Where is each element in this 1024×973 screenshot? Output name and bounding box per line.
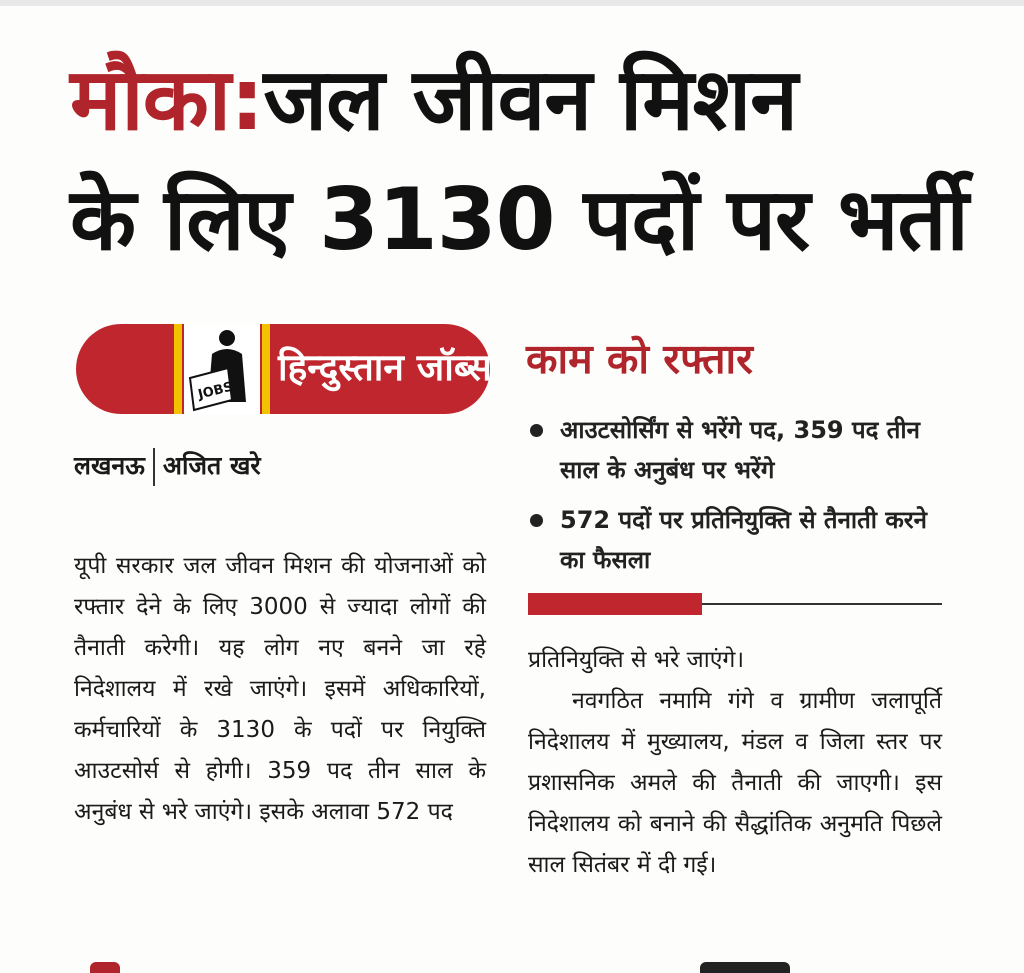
top-edge <box>0 0 1024 6</box>
article-paragraph: नवगठित नमामि गंगे व ग्रामीण जलापूर्ति निदेशालय में मुख्यालय, मंडल व जिला स्तर पर प्रशासनिक अमले की तैनाती की जाएगी। इस निदेशालय को बनाने की सैद्धांतिक अनुमति पिछले साल सितंबर में दी गई। <box>528 688 942 878</box>
badge-stripe-right <box>262 324 270 414</box>
byline-author: अजित खरे <box>162 451 261 480</box>
headline-line-1 <box>70 40 970 160</box>
bullet-icon <box>530 424 543 437</box>
hindustan-jobs-badge <box>76 324 490 414</box>
byline-separator <box>153 448 155 486</box>
sidebox-list <box>530 410 950 590</box>
byline-place: लखनऊ <box>74 451 145 480</box>
badge-stripe-left <box>174 324 182 414</box>
article-column-left <box>74 546 486 833</box>
article-column-right <box>528 640 942 886</box>
sidebox-item-text: 572 पदों पर प्रतिनियुक्ति से तैनाती करने का फैसला <box>560 506 927 574</box>
headline-accent: मौका: <box>70 50 264 150</box>
headline-rest: जल जीवन मिशन <box>263 50 797 150</box>
article-paragraph: यूपी सरकार जल जीवन मिशन की योजनाओं को रफ्तार देने के लिए 3000 से ज्यादा लोगों की तैनाती करेगी। यह लोग नए बनने जा रहे निदेशालय में रखे जाएंगे। इसमें अधिकारियों, कर्मचारियों के 3130 के पदों पर नियुक्ति आउटसोर्स से होगी। 359 पद तीन साल के अनुबंध से भरे जाएंगे। इसके अलावा 572 पद <box>74 553 486 825</box>
brand-label: हिन्दुस्तान जॉब्स <box>278 346 492 389</box>
sidebox-title: काम को रफ्तार <box>526 335 753 383</box>
newspaper-man-icon <box>184 324 260 414</box>
sidebox-item <box>530 500 950 580</box>
badge-icon-text: JOBS <box>196 379 235 403</box>
sidebox-divider <box>528 593 942 615</box>
bullet-icon <box>530 514 543 527</box>
next-article-edge <box>90 962 120 973</box>
sidebox-item <box>530 410 950 490</box>
sidebox-item-text: आउटसोर्सिंग से भरेंगे पद, 359 पद तीन साल के अनुबंध पर भरेंगे <box>560 416 920 484</box>
article-paragraph: प्रतिनियुक्ति से भरे जाएंगे। <box>528 647 745 673</box>
divider-accent-bar <box>528 593 702 615</box>
headline <box>70 40 970 280</box>
headline-line-2: के लिए 3130 पदों पर भर्ती <box>70 170 968 270</box>
byline <box>74 448 261 486</box>
next-article-edge <box>700 962 790 973</box>
